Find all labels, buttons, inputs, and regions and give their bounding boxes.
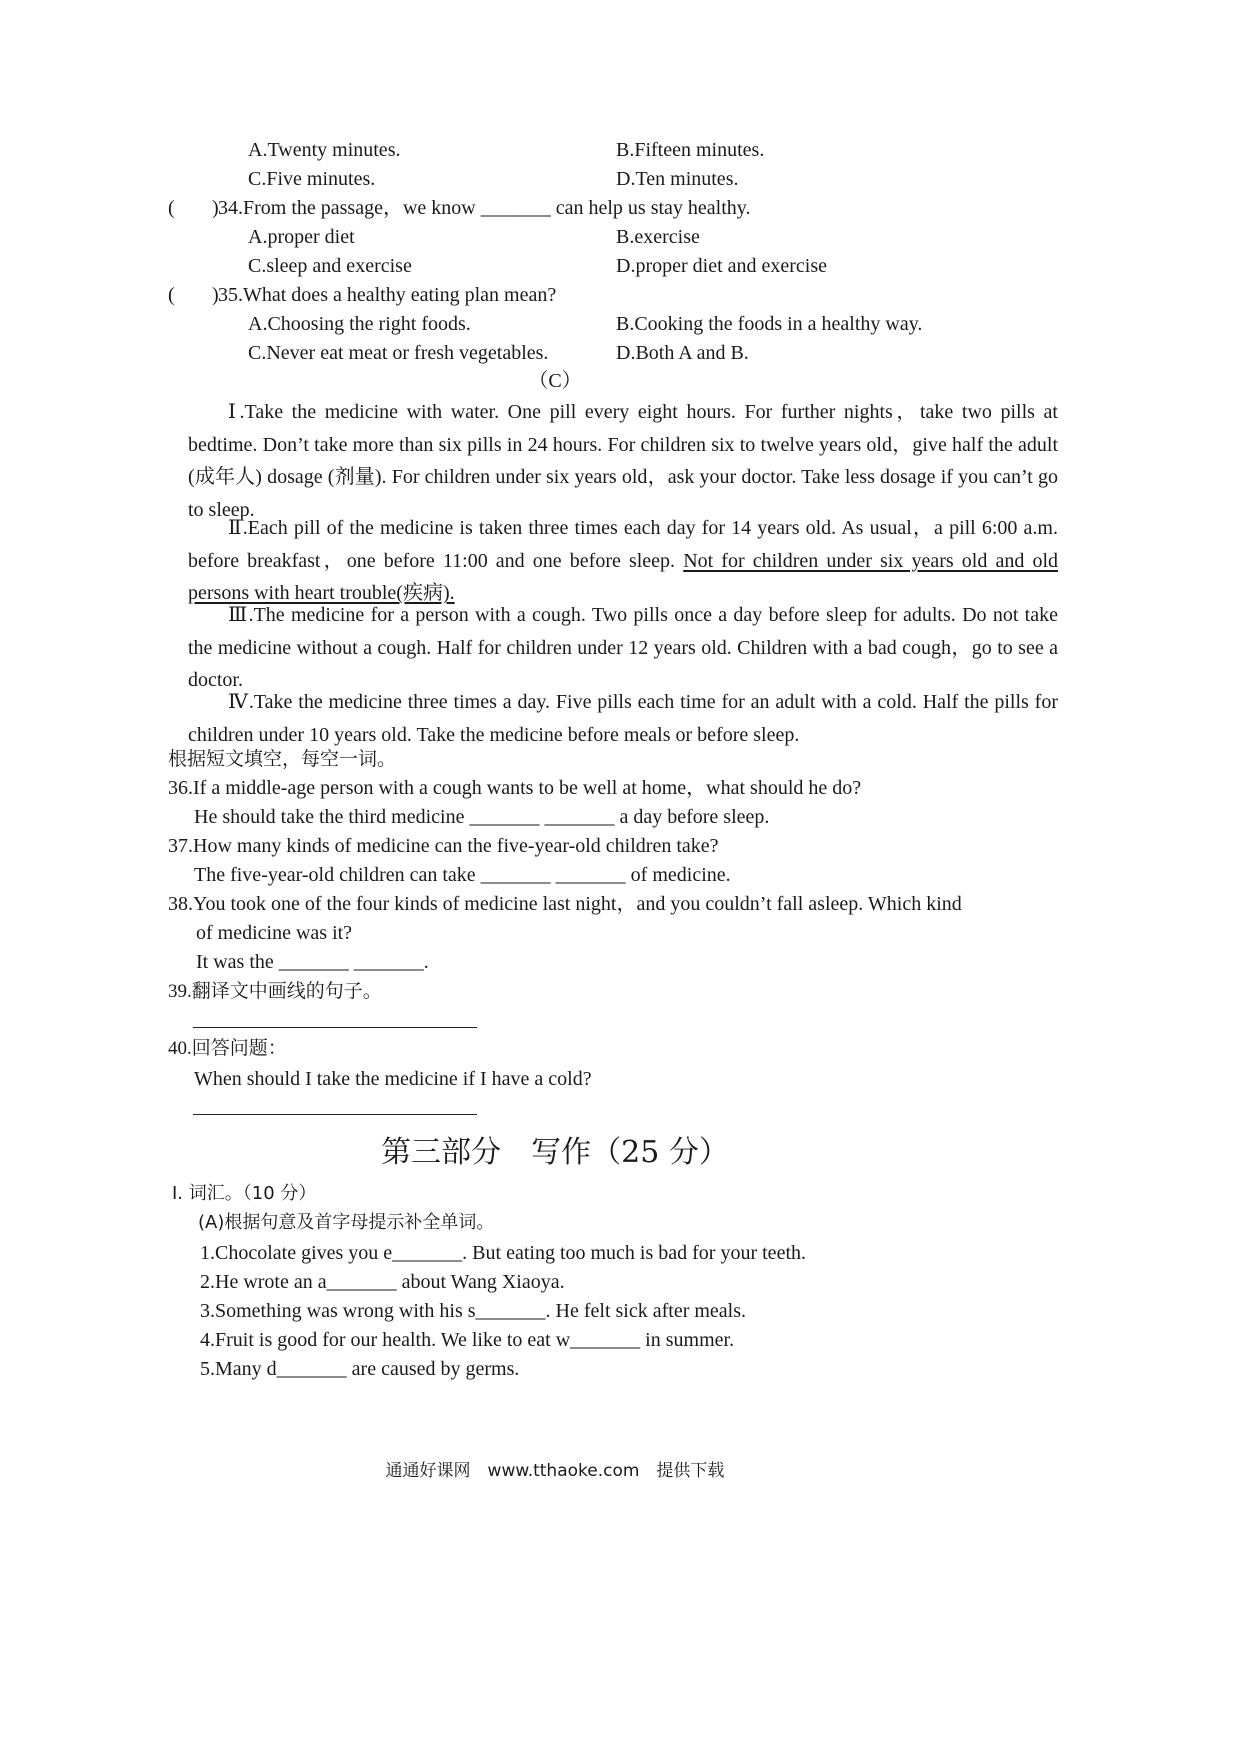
- q33-option-c: C.Five minutes.: [248, 168, 376, 190]
- q34-stem: 34.From the passage，we know _______ can help us stay healthy.: [218, 197, 751, 219]
- q33-option-b: B.Fifteen minutes.: [616, 139, 765, 161]
- underlined-sentence: Not for children under six years old and old persons with heart trouble(疾病).: [188, 549, 1058, 605]
- q34-option-c: C.sleep and exercise: [248, 255, 412, 277]
- q35-stem: 35.What does a healthy eating plan mean?: [218, 284, 557, 306]
- q39-question: 39.翻译文中画线的句子。: [168, 981, 382, 1002]
- q34-option-d: D.proper diet and exercise: [616, 255, 828, 277]
- q40-answer-line[interactable]: [193, 1114, 477, 1115]
- passage-c-paragraph-1: Ⅰ.Take the medicine with water. One pill every eight hours. For further nights，take two pills at bedtime. Don’t take more than six pills in 24 hours. For children six to twelve years old，give half the adult (成年人) dosage (剂量). For children under six years old，ask your doctor. Take less dosage if you can’t go to sleep.: [188, 401, 1058, 521]
- page-footer: 通通好课网 www.tthaoke.com 提供下载: [385, 1461, 725, 1481]
- passage-c-paragraph-3: Ⅲ.The medicine for a person with a cough. Two pills once a day before sleep for adults. Do not take the medicine without a cough. Half for children under 12 years old. Children with a bad cough，go to see a doctor.: [188, 604, 1058, 692]
- fill-instruction: 根据短文填空，每空一词。: [168, 748, 397, 770]
- vocab-item: 2.He wrote an a_______ about Wang Xiaoya.: [200, 1271, 565, 1293]
- q36-question: 36.If a middle-age person with a cough wants to be well at home，what should he do?: [168, 777, 862, 799]
- q37-answer-line: The five-year-old children can take _______ _______ of medicine.: [194, 864, 731, 886]
- vocab-item: 1.Chocolate gives you e_______. But eating too much is bad for your teeth.: [200, 1242, 806, 1264]
- q35-option-a: A.Choosing the right foods.: [248, 313, 471, 335]
- part3-title: 第三部分 写作（25 分）: [381, 1135, 729, 1170]
- q40-question: 40.回答问题：: [168, 1038, 287, 1059]
- q36-answer-line: He should take the third medicine _______ _______ a day before sleep.: [194, 806, 770, 828]
- q38-question: 38.You took one of the four kinds of medicine last night，and you couldn’t fall asleep. Which kind: [168, 893, 962, 915]
- q35-answer-paren-open: (: [168, 284, 175, 306]
- q39-answer-line[interactable]: [193, 1027, 477, 1028]
- q38-question-cont: of medicine was it?: [196, 922, 353, 944]
- q33-option-a: A.Twenty minutes.: [248, 139, 401, 161]
- q35-option-d: D.Both A and B.: [616, 342, 749, 364]
- q34-answer-paren-close: ): [212, 197, 219, 219]
- q34-answer-paren-open: (: [168, 197, 175, 219]
- q35-option-b: B.Cooking the foods in a healthy way.: [616, 313, 923, 335]
- q40-sub-question: When should I take the medicine if I have a cold?: [194, 1068, 592, 1090]
- q35-option-c: C.Never eat meat or fresh vegetables.: [248, 342, 549, 364]
- q34-option-a: A.proper diet: [248, 226, 355, 248]
- vocab-item: 4.Fruit is good for our health. We like to eat w_______ in summer.: [200, 1329, 735, 1351]
- part3-sub-a-instruction: (A)根据句意及首字母提示补全单词。: [198, 1212, 495, 1233]
- q33-option-d: D.Ten minutes.: [616, 168, 739, 190]
- passage-c-paragraph-2: [188, 512, 1058, 610]
- vocab-item: 5.Many d_______ are caused by germs.: [200, 1358, 520, 1380]
- q38-answer-line: It was the _______ _______.: [196, 951, 429, 973]
- q34-option-b: B.exercise: [616, 226, 700, 248]
- q35-answer-paren-close: ): [212, 284, 219, 306]
- vocab-item: 3.Something was wrong with his s_______. He felt sick after meals.: [200, 1300, 747, 1322]
- passage-c-label: （C）: [528, 370, 582, 392]
- q37-question: 37.How many kinds of medicine can the five-year-old children take?: [168, 835, 719, 857]
- paragraph-2-text: Ⅱ.Each pill of the medicine is taken three times each day for 14 years old. As usual，a pill 6:00 a.m. before breakfast，one before 11:00 and one before sleep.: [188, 517, 1058, 572]
- passage-c-paragraph-4: Ⅳ.Take the medicine three times a day. Five pills each time for an adult with a cold. Half the pills for children under 10 years old. Take the medicine before meals or before sleep.: [188, 691, 1058, 746]
- part3-section-1-heading: Ⅰ. 词汇。（10 分）: [172, 1183, 317, 1204]
